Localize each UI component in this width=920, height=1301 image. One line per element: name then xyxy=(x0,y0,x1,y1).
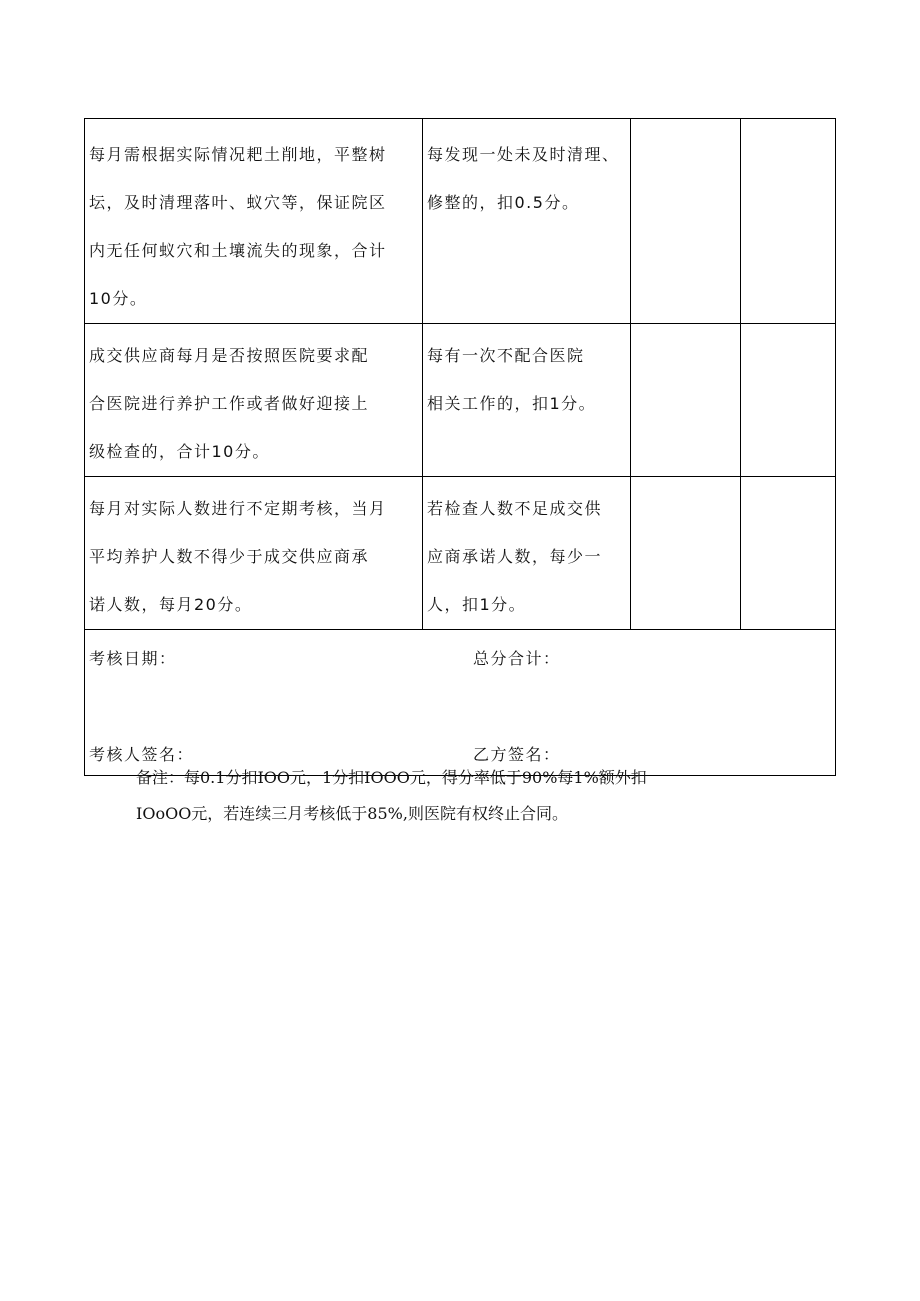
assessor-signature-label: 考核人签名： xyxy=(89,745,195,764)
deduction-text: 若检查人数不足成交供 应商承诺人数，每少一 人，扣1分。 xyxy=(427,499,603,614)
assessment-date-label: 考核日期： xyxy=(89,649,177,668)
remarks-note: 备注：每0.1分扣IOO元，1分扣IOOO元，得分率低于90%每1%额外扣 IOoOO元，若连续三月考核低于85%,则医院有权终止合同。 xyxy=(136,768,647,823)
deduction-text: 每发现一处未及时清理、 修整的，扣0.5分。 xyxy=(427,145,620,212)
footer-cell xyxy=(85,630,836,776)
total-score-label: 总分合计： xyxy=(473,649,561,668)
criterion-cell xyxy=(85,324,423,477)
party-b-signature-label: 乙方签名： xyxy=(473,745,561,764)
deduction-cell xyxy=(423,119,631,324)
criterion-text: 每月需根据实际情况耙土削地，平整树 坛，及时清理落叶、蚁穴等，保证院区 内无任何蚁穴和土壤流失的现象，合计 10分。 xyxy=(89,145,387,308)
criterion-text: 每月对实际人数进行不定期考核，当月 平均养护人数不得少于成交供应商承 诺人数，每月20分。 xyxy=(89,499,387,614)
remark-cell xyxy=(741,324,836,477)
score-cell xyxy=(631,119,741,324)
score-cell xyxy=(631,477,741,630)
footer-row xyxy=(85,630,836,776)
remark-cell xyxy=(741,119,836,324)
table-row xyxy=(85,119,836,324)
criterion-cell xyxy=(85,119,423,324)
criterion-cell xyxy=(85,477,423,630)
table-row xyxy=(85,324,836,477)
table-row xyxy=(85,477,836,630)
score-cell xyxy=(631,324,741,477)
remark-cell xyxy=(741,477,836,630)
deduction-text: 每有一次不配合医院 相关工作的，扣1分。 xyxy=(427,346,597,413)
criterion-text: 成交供应商每月是否按照医院要求配 合医院进行养护工作或者做好迎接上 级检查的，合计10分。 xyxy=(89,346,370,461)
assessment-table xyxy=(84,118,836,776)
deduction-cell xyxy=(423,324,631,477)
deduction-cell xyxy=(423,477,631,630)
